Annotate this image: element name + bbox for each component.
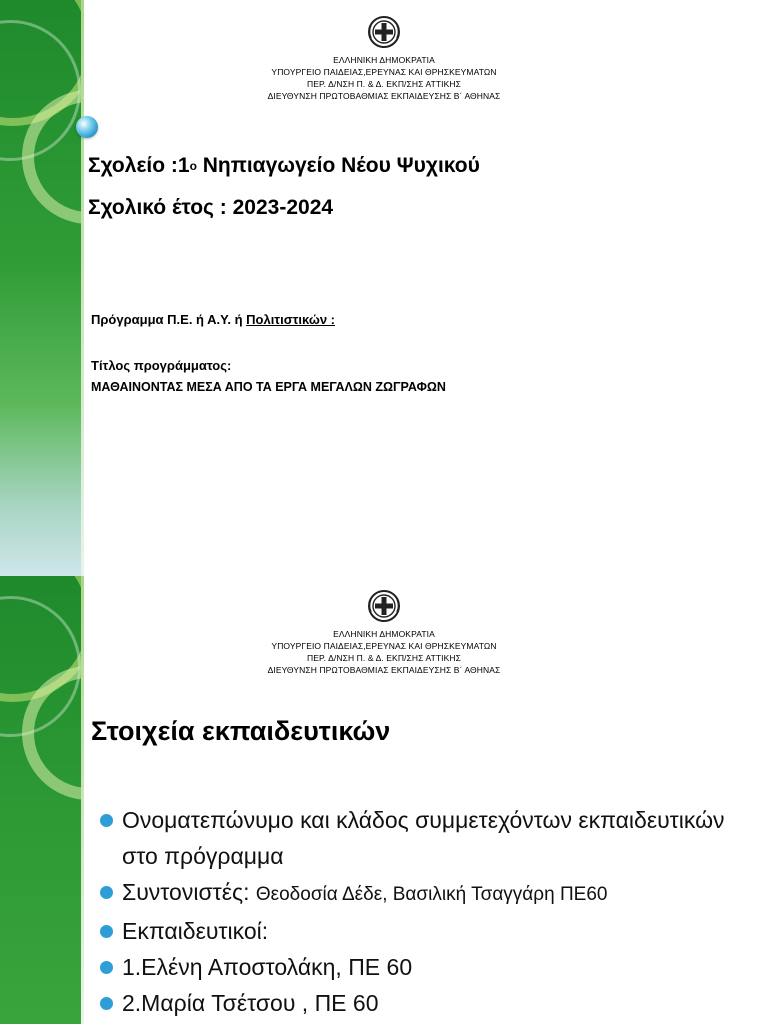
bullet-dot-icon: [100, 925, 113, 938]
bullet-dot-icon: [100, 886, 113, 899]
teacher-list: [100, 802, 760, 1021]
school-year: Σχολικό έτος : 2023-2024: [88, 196, 334, 219]
program-title-value: ΜΑΘΑΙΝΟΝΤΑΣ ΜΕΣΑ ΑΠΟ ΤΑ ΕΡΓΑ ΜΕΓΑΛΩΝ ΖΩΓΡΑΦΩΝ: [91, 380, 446, 394]
header-line-2: ΥΠΟΥΡΓΕΙΟ ΠΑΙΔΕΙΑΣ,ΕΡΕΥΝΑΣ ΚΑΙ ΘΡΗΣΚΕΥΜΑΤΩΝ: [271, 641, 497, 651]
slide-title: Στοιχεία εκπαιδευτικών: [91, 716, 391, 746]
list-item: 2.Μαρία Τσέτσου , ΠΕ 60: [100, 985, 760, 1021]
greek-coat-of-arms-icon: [366, 588, 402, 624]
bullet-dot-icon: [100, 814, 113, 827]
greek-coat-of-arms-icon: [366, 14, 402, 50]
list-item: 1.Ελένη Αποστολάκη, ΠΕ 60: [100, 949, 760, 985]
program-type: Πρόγραμμα Π.Ε. ή Α.Υ. ή Πολιτιστικών :: [91, 312, 336, 327]
header-line-4: ΔΙΕΥΘΥΝΣΗ ΠΡΩΤΟΒΑΘΜΙΑΣ ΕΚΠΑΙΔΕΥΣΗΣ Β΄ ΑΘΗΝΑΣ: [267, 665, 501, 675]
header-line-3: ΠΕΡ. Δ/ΝΣΗ Π. & Δ. ΕΚΠ/ΣΗΣ ΑΤΤΙΚΗΣ: [306, 79, 462, 89]
list-item: Εκπαιδευτικοί:: [100, 913, 760, 949]
slide-2: [0, 576, 768, 1024]
header-line-4: ΔΙΕΥΘΥΝΣΗ ΠΡΩΤΟΒΑΘΜΙΑΣ ΕΚΠΑΙΔΕΥΣΗΣ Β΄ ΑΘΗΝΑΣ: [267, 91, 501, 101]
header-line-2: ΥΠΟΥΡΓΕΙΟ ΠΑΙΔΕΙΑΣ,ΕΡΕΥΝΑΣ ΚΑΙ ΘΡΗΣΚΕΥΜΑΤΩΝ: [271, 67, 497, 77]
ministry-header: [84, 588, 684, 676]
slide-decoration-sidebar: [0, 576, 84, 1024]
list-item: Συντονιστές: Θεοδοσία Δέδε, Βασιλική Τσαγγάρη ΠΕ60: [100, 874, 760, 913]
bullet-dot-icon: [100, 961, 113, 974]
header-line-1: ΕΛΛΗΝΙΚΗ ΔΗΜΟΚΡΑΤΙΑ: [333, 55, 435, 65]
list-item: Ονοματεπώνυμο και κλάδος συμμετεχόντων εκπαιδευτικών στο πρόγραμμα: [100, 802, 760, 874]
bullet-dot-icon: [100, 997, 113, 1010]
ministry-header: [84, 14, 684, 102]
school-name: Σχολείο :1ο Νηπιαγωγείο Νέου Ψυχικού: [88, 154, 480, 177]
header-line-3: ΠΕΡ. Δ/ΝΣΗ Π. & Δ. ΕΚΠ/ΣΗΣ ΑΤΤΙΚΗΣ: [306, 653, 462, 663]
header-line-1: ΕΛΛΗΝΙΚΗ ΔΗΜΟΚΡΑΤΙΑ: [333, 629, 435, 639]
decorative-bubble: [76, 116, 98, 138]
slide-decoration-sidebar: [0, 0, 84, 576]
program-title-label: Τίτλος προγράμματος:: [91, 358, 232, 373]
school-info: [88, 146, 480, 228]
